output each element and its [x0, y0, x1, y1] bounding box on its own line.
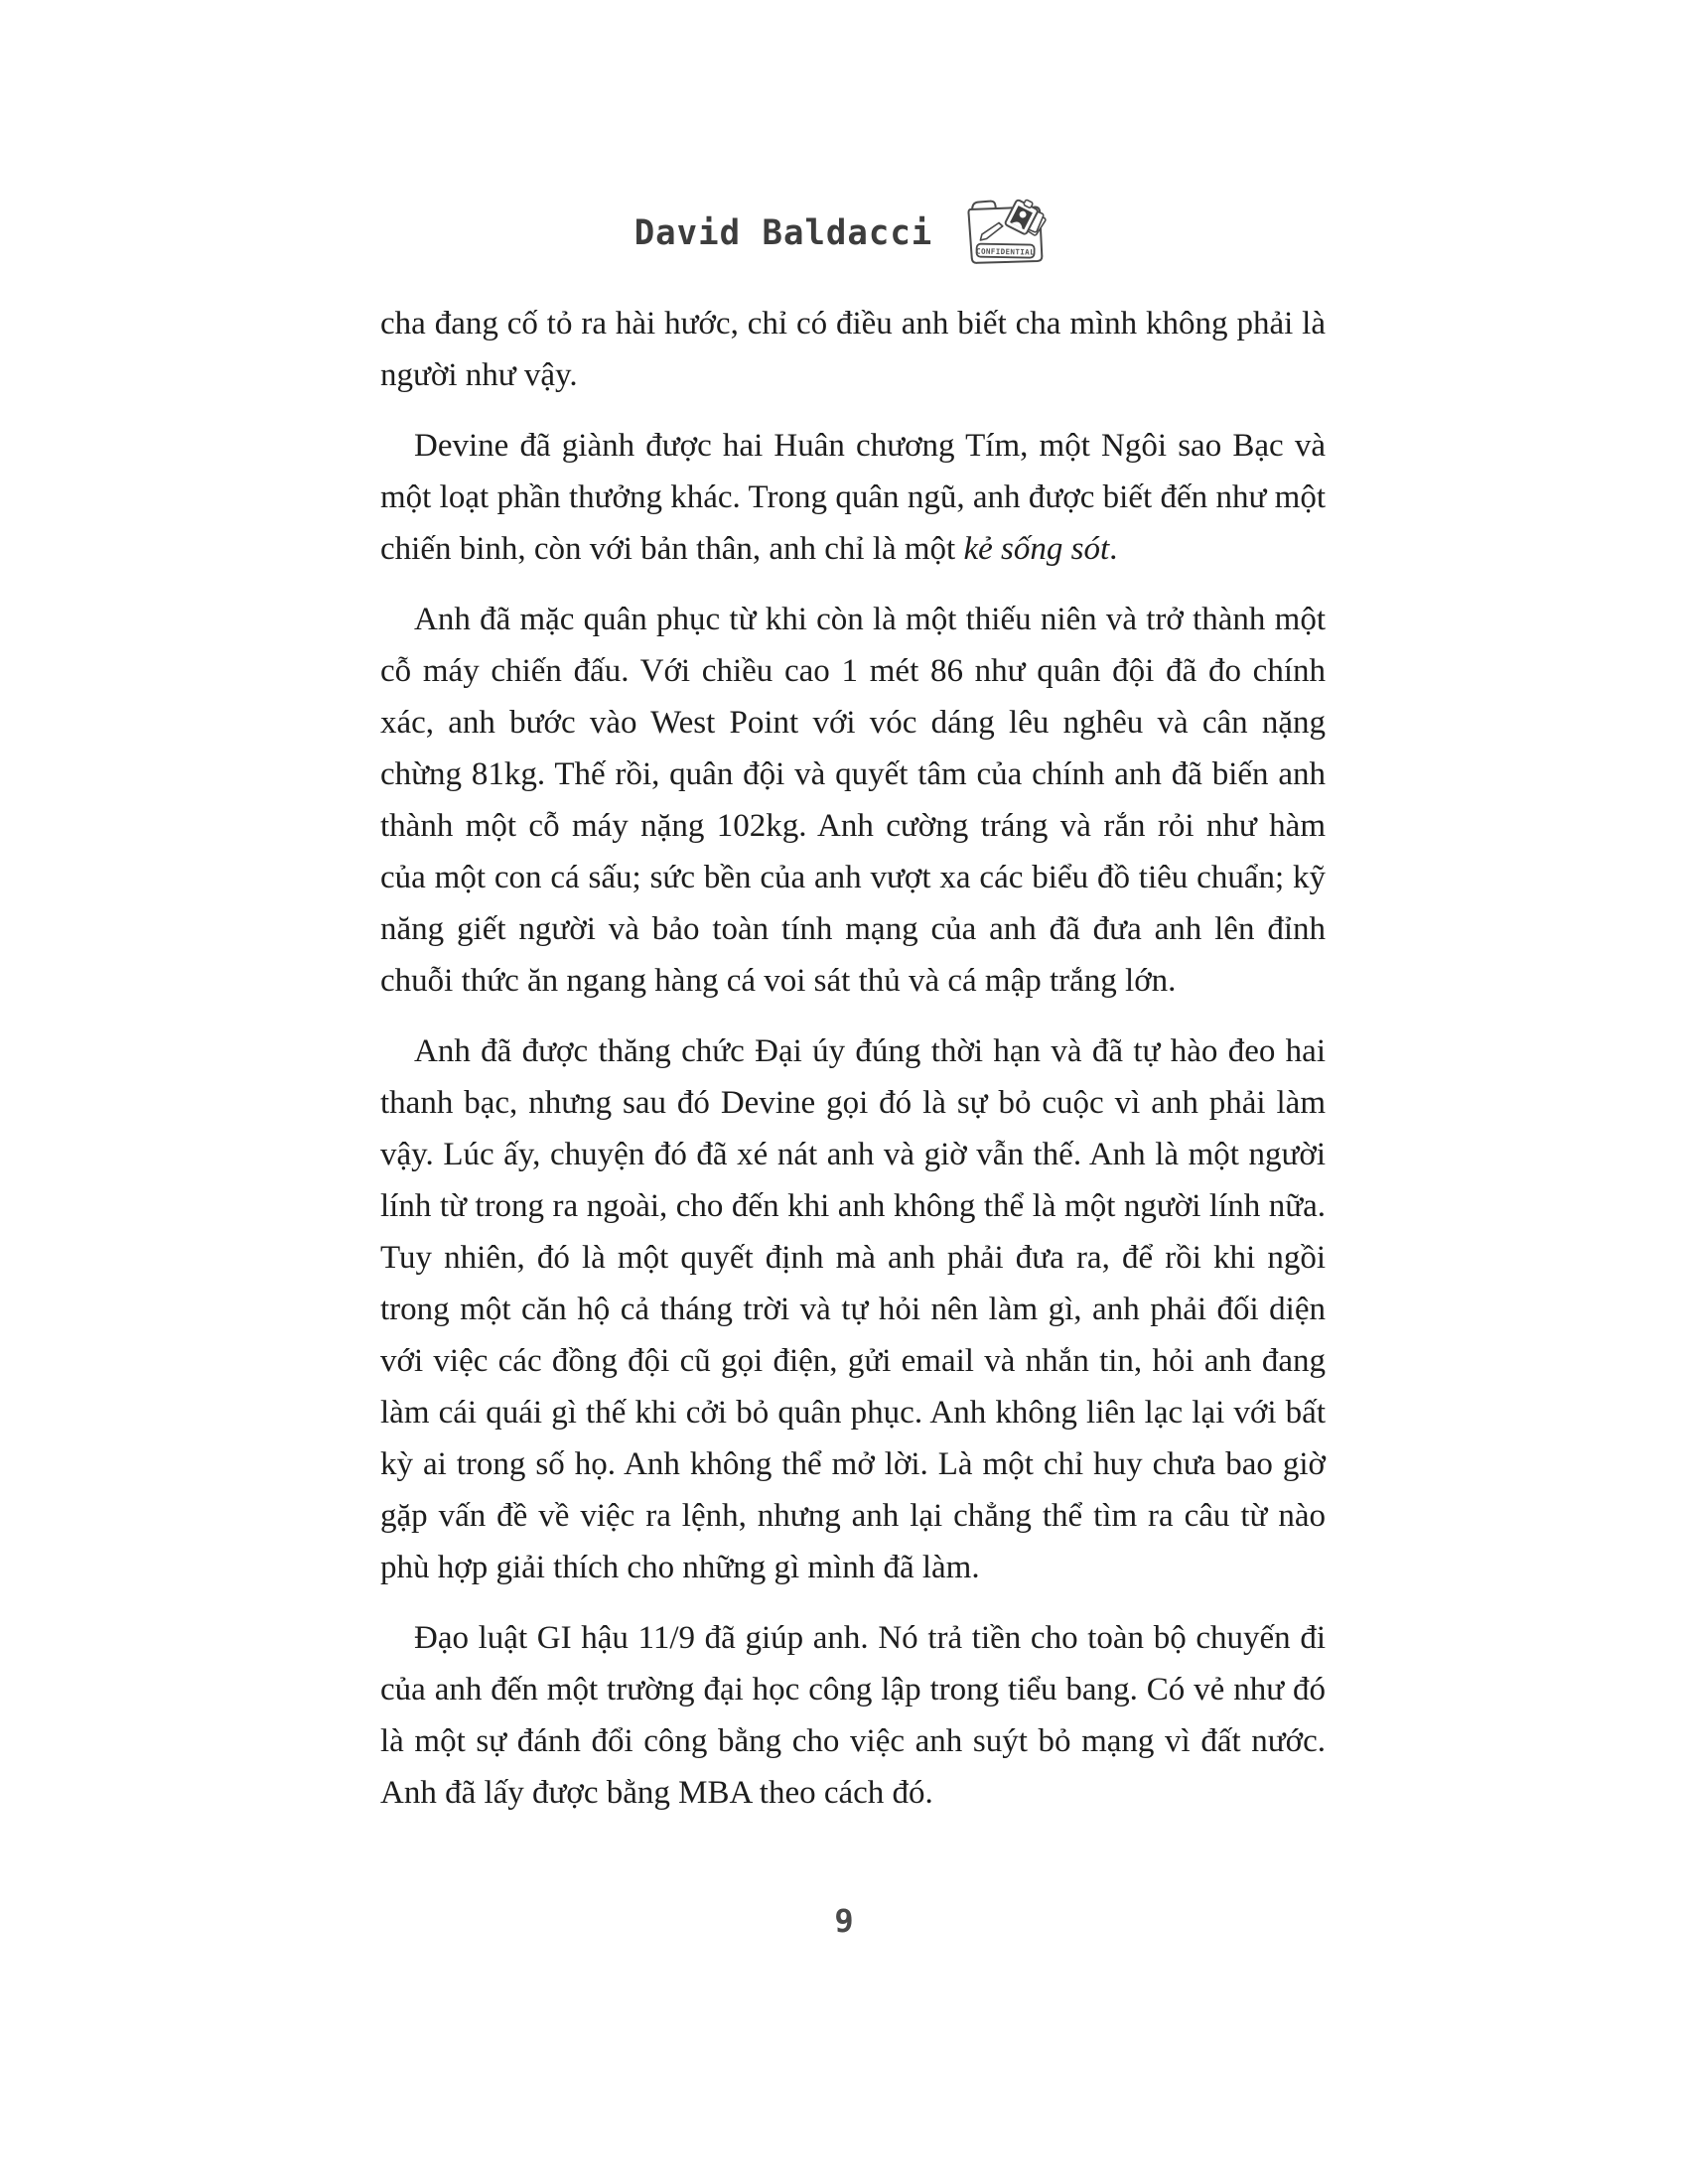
- paragraph-segment: Đạo luật GI hậu 11/9 đã giúp anh. Nó trả tiền cho toàn bộ chuyến đi của anh đến một trường đại học công lập trong tiểu bang. Có vẻ như đó là một sự đánh đổi công bằng cho việc anh suýt bỏ mạng vì đất nước. Anh đã lấy được bằng MBA theo cách đó.: [380, 1620, 1326, 1811]
- body-text: [380, 298, 1326, 1838]
- paragraph-italic-segment: kẻ sống sót: [963, 531, 1110, 567]
- confidential-folder-icon: [954, 195, 1054, 272]
- paragraph-segment: Anh đã mặc quân phục từ khi còn là một thiếu niên và trở thành một cỗ máy chiến đấu. Với chiều cao 1 mét 86 như quân đội đã đo chính xác, anh bước vào West Point với vóc dáng lêu nghêu và cân nặng chừng 81kg. Thế rồi, quân đội và quyết tâm của chính anh đã biến anh thành một cỗ máy nặng 102kg. Anh cường tráng và rắn rỏi như hàm của một con cá sấu; sức bền của anh vượt xa các biểu đồ tiêu chuẩn; kỹ năng giết người và bảo toàn tính mạng của anh đã đưa anh lên đỉnh chuỗi thức ăn ngang hàng cá voi sát thủ và cá mập trắng lớn.: [380, 602, 1326, 999]
- confidential-stamp-text: CONFIDENTIAL: [976, 246, 1036, 257]
- paragraph: [380, 420, 1326, 575]
- author-name: David Baldacci: [633, 212, 933, 254]
- paragraph: [380, 1612, 1326, 1819]
- paragraph: [380, 1025, 1326, 1593]
- paragraph: [380, 298, 1326, 401]
- page-number: 9: [834, 1902, 854, 1940]
- paragraph-segment: cha đang cố tỏ ra hài hước, chỉ có điều anh biết cha mình không phải là người như vậy.: [380, 306, 1326, 393]
- page-header: [0, 195, 1688, 272]
- paragraph-segment: Devine đã giành được hai Huân chương Tím, một Ngôi sao Bạc và một loạt phần thưởng khác. Trong quân ngũ, anh được biết đến như một chiến binh, còn với bản thân, anh chỉ là một: [380, 428, 1326, 567]
- paragraph: [380, 594, 1326, 1007]
- confidential-stamp: [976, 244, 1035, 258]
- paragraph-segment: Anh đã được thăng chức Đại úy đúng thời hạn và đã tự hào đeo hai thanh bạc, nhưng sau đó Devine gọi đó là sự bỏ cuộc vì anh phải làm vậy. Lúc ấy, chuyện đó đã xé nát anh và giờ vẫn thế. Anh là một người lính từ trong ra ngoài, cho đến khi anh không thể là một người lính nữa. Tuy nhiên, đó là một quyết định mà anh phải đưa ra, để rồi khi ngồi trong một căn hộ cả tháng trời và tự hỏi nên làm gì, anh phải đối diện với việc các đồng đội cũ gọi điện, gửi email và nhắn tin, hỏi anh đang làm cái quái gì thế khi cởi bỏ quân phục. Anh không liên lạc lại với bất kỳ ai trong số họ. Anh không thể mở lời. Là một chỉ huy chưa bao giờ gặp vấn đề về việc ra lệnh, nhưng anh lại chẳng thể tìm ra câu từ nào phù hợp giải thích cho những gì mình đã làm.: [380, 1033, 1326, 1585]
- paragraph-segment: .: [1109, 531, 1118, 567]
